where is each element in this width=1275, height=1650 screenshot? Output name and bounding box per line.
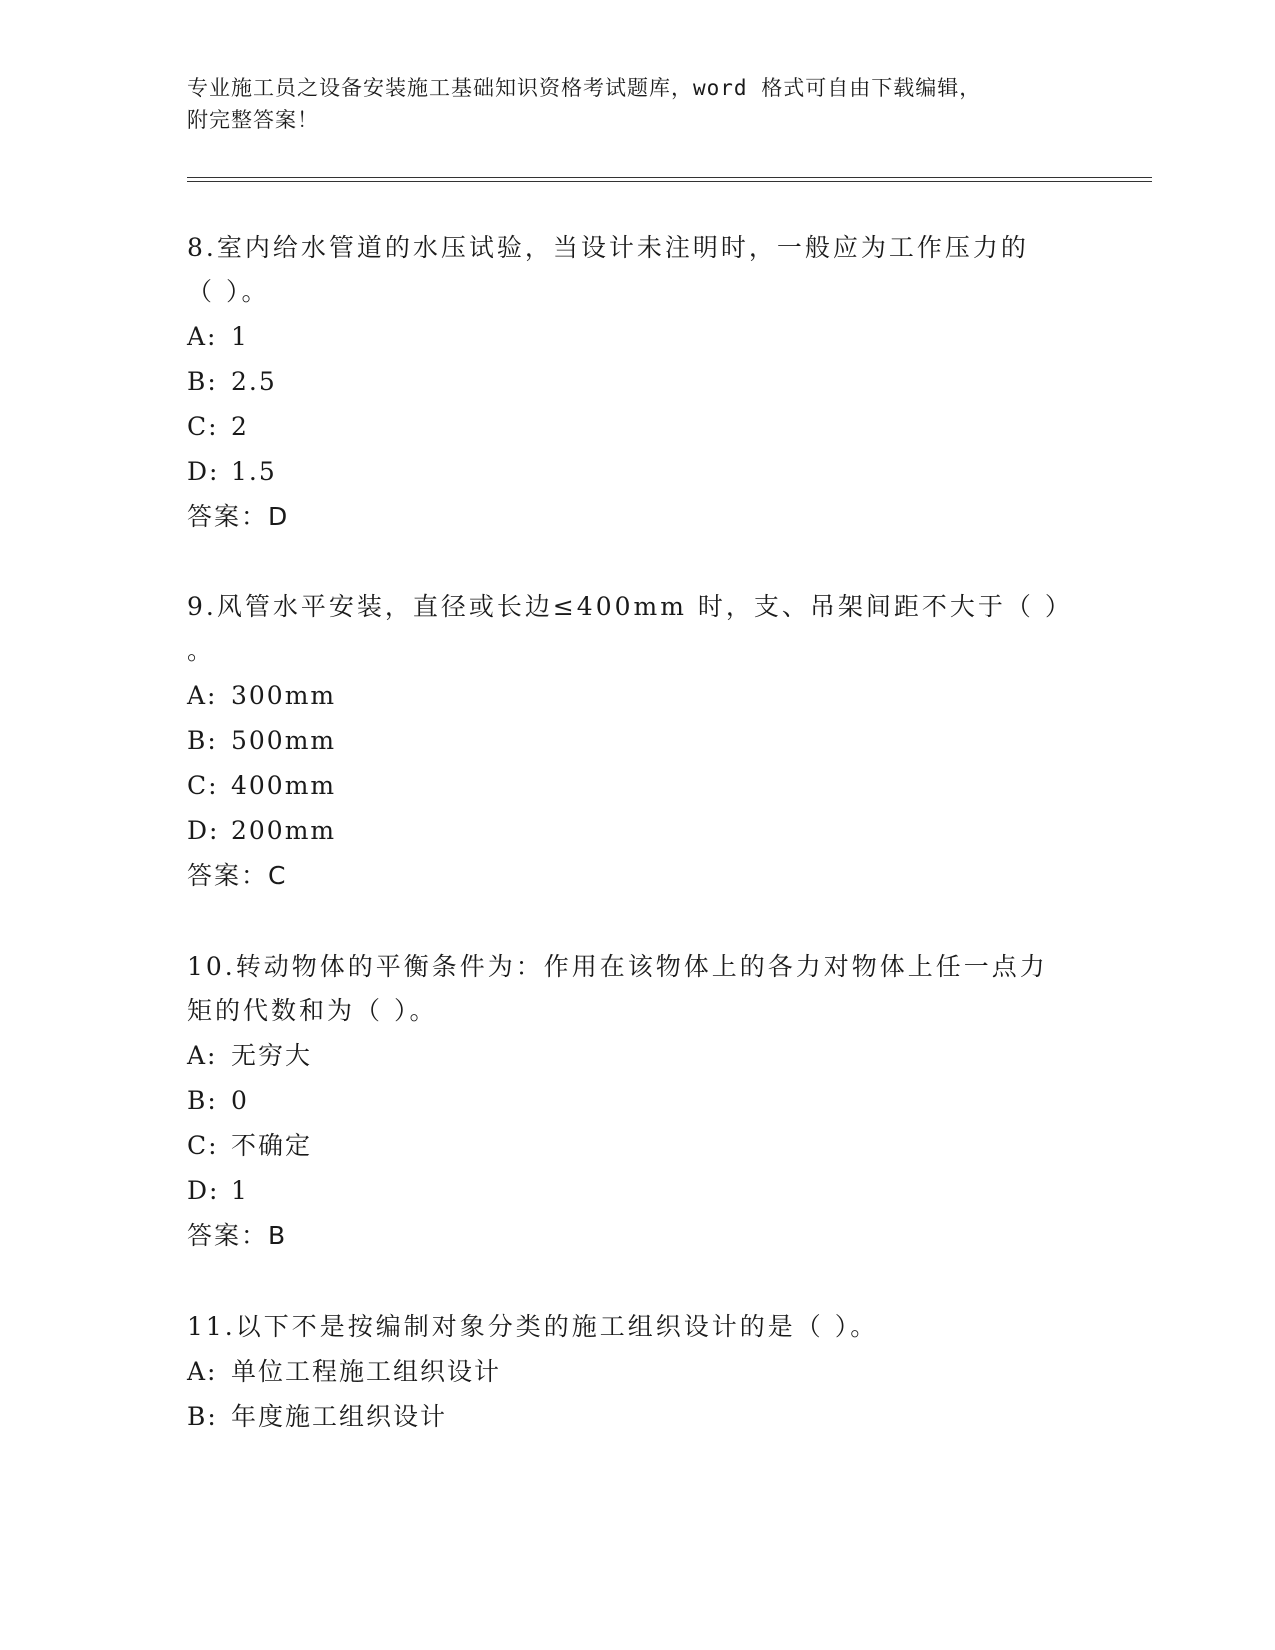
option-text: 1 (231, 322, 249, 351)
question-11 (187, 1305, 1087, 1439)
option-b (187, 1078, 1087, 1123)
option-text: 1 (231, 1176, 249, 1205)
option-text: 300mm (231, 681, 337, 710)
option-label: A: (187, 681, 218, 710)
option-text: 无穷大 (231, 1041, 313, 1070)
option-label: C: (187, 1131, 219, 1160)
option-label: B: (187, 1086, 218, 1115)
option-d (187, 449, 1087, 494)
option-c (187, 404, 1087, 449)
question-8 (187, 226, 1087, 539)
option-label: A: (187, 1041, 218, 1070)
header-line-1: 专业施工员之设备安装施工基础知识资格考试题库，word 格式可自由下载编辑， (187, 76, 982, 100)
question-10 (187, 945, 1087, 1258)
option-label: B: (187, 726, 218, 755)
header-divider-bottom (187, 181, 1152, 182)
option-c (187, 763, 1087, 808)
option-d (187, 808, 1087, 853)
answer: 答案：D (187, 502, 290, 531)
option-a (187, 1349, 1087, 1394)
header-divider-top (187, 177, 1152, 178)
option-label: A: (187, 1357, 218, 1386)
answer: 答案：B (187, 1221, 288, 1250)
option-label: B: (187, 367, 218, 396)
option-label: B: (187, 1402, 218, 1431)
option-b (187, 718, 1087, 763)
question-stem-line-2: 。 (187, 636, 216, 665)
option-label: D: (187, 1176, 220, 1205)
question-stem-line-2: （ ）。 (187, 277, 270, 306)
option-text: 单位工程施工组织设计 (231, 1357, 502, 1386)
document-header (187, 72, 1067, 136)
question-stem-line-2: 矩的代数和为（ ）。 (187, 996, 438, 1025)
answer: 答案：C (187, 861, 288, 890)
option-label: A: (187, 322, 218, 351)
question-stem-line-1: 11.以下不是按编制对象分类的施工组织设计的是（ ）。 (187, 1312, 879, 1341)
header-line-2: 附完整答案！ (187, 108, 319, 132)
option-label: D: (187, 457, 220, 486)
option-text: 1.5 (231, 457, 277, 486)
option-a (187, 314, 1087, 359)
option-text: 不确定 (231, 1131, 313, 1160)
option-a (187, 673, 1087, 718)
option-d (187, 1168, 1087, 1213)
option-c (187, 1123, 1087, 1168)
question-stem-line-1: 9.风管水平安装，直径或长边≤400mm 时，支、吊架间距不大于（ ） (187, 592, 1073, 621)
question-stem-line-1: 10.转动物体的平衡条件为：作用在该物体上的各力对物体上任一点力 (187, 952, 1048, 981)
option-text: 400mm (231, 771, 337, 800)
option-label: D: (187, 816, 220, 845)
option-text: 年度施工组织设计 (231, 1402, 448, 1431)
question-9 (187, 585, 1087, 898)
option-text: 0 (231, 1086, 249, 1115)
document-page (187, 0, 1152, 1650)
option-b (187, 1394, 1087, 1439)
option-label: C: (187, 771, 219, 800)
question-stem-line-1: 8.室内给水管道的水压试验，当设计未注明时，一般应为工作压力的 (187, 233, 1029, 262)
option-text: 200mm (231, 816, 337, 845)
option-b (187, 359, 1087, 404)
option-text: 500mm (231, 726, 337, 755)
option-text: 2.5 (231, 367, 277, 396)
option-text: 2 (231, 412, 249, 441)
option-label: C: (187, 412, 219, 441)
option-a (187, 1033, 1087, 1078)
